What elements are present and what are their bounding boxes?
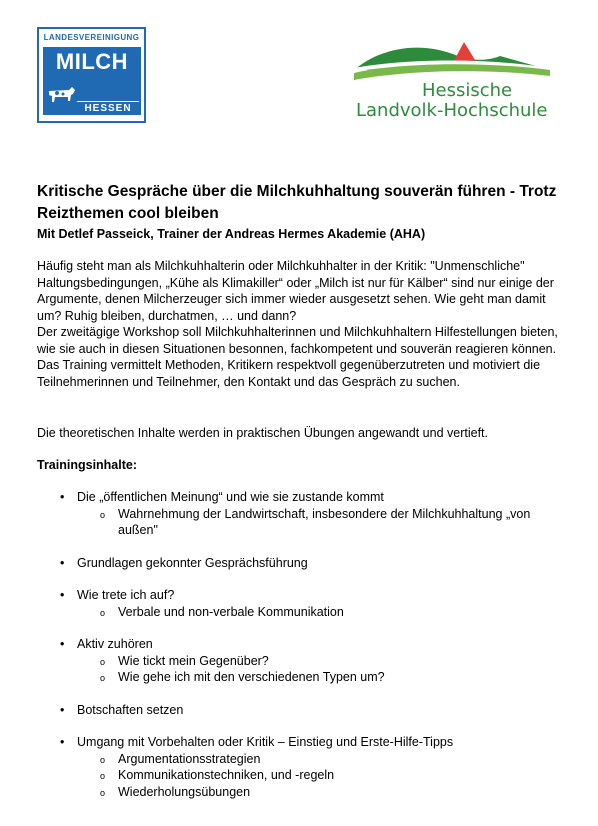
bullet-icon: •	[60, 555, 65, 570]
intro-paragraph	[37, 258, 567, 390]
list-item	[37, 702, 567, 719]
logo-main-text: MILCH	[55, 49, 129, 74]
sub-list-item	[77, 669, 567, 686]
paragraph-3: Das Training vermittelt Methoden, Kritikern respektvoll gegenüberzutreten und motiviert die Teilnehmerinnen und Teilnehmer, den Kontakt und das Gespräch zu suchen.	[37, 358, 541, 389]
circle-bullet-icon: o	[100, 509, 106, 520]
sub-list	[77, 506, 567, 539]
item-text: Wie trete ich auf?	[77, 588, 175, 602]
logo-top-text: LANDESVEREINIGUNG	[43, 33, 140, 42]
circle-bullet-icon: o	[100, 754, 106, 765]
list-item	[37, 489, 567, 539]
bullet-icon: •	[60, 588, 65, 602]
sub-list-item	[77, 767, 567, 784]
milch-hessen-logo	[37, 27, 146, 123]
cow-icon	[47, 85, 77, 107]
logo-line1: Hessische	[422, 80, 513, 101]
list-item	[37, 734, 567, 800]
list-item	[37, 636, 567, 686]
list-item	[37, 555, 567, 572]
sub-list-item	[77, 784, 567, 801]
circle-bullet-icon: o	[100, 787, 106, 798]
subtitle: Mit Detlef Passeick, Trainer der Andreas Hermes Akademie (AHA)	[37, 227, 426, 241]
bullet-icon: •	[60, 702, 65, 717]
sub-list-item	[77, 653, 567, 670]
sub-list	[77, 604, 567, 621]
sub-list-item	[77, 751, 567, 768]
sub-item-text: Verbale und non-verbale Kommunikation	[118, 604, 344, 619]
sub-item-text: Wie gehe ich mit den verschiedenen Typen um?	[118, 670, 385, 684]
sub-item-text: Wiederholungsübungen	[118, 784, 251, 799]
paragraph-1: Häufig steht man als Milchkuhhalterin oder Milchkuhhalter in der Kritik: "Unmenschliche" Haltungsbedingungen, „Kühe als Klimakiller“ oder „Milch ist nur für Kälber“ sind nur einige der Argumente, denen Milcherzeuger sich immer wieder ausgesetzt sehen. Wie geht man damit um? Ruhig bleiben, durchatmen, … und dann?	[37, 259, 554, 323]
page-title: Kritische Gespräche über die Milchkuhhaltung souverän führen - Trotz Reizthemen cool bleiben	[37, 183, 557, 222]
sub-item-text: Argumentationsstrategien	[118, 751, 261, 766]
circle-bullet-icon: o	[100, 673, 106, 683]
item-text: Botschaften setzen	[77, 702, 184, 717]
sub-item-text: Wahrnehmung der Landwirtschaft, insbesondere der Milchkuhhaltung „von außen"	[118, 506, 531, 537]
paragraph-4: Die theoretischen Inhalte werden in praktischen Übungen angewandt und vertieft.	[37, 426, 488, 440]
logo-line2: Landvolk-Hochschule	[356, 100, 548, 121]
item-text: Aktiv zuhören	[77, 637, 153, 651]
logo-blue-field	[43, 47, 141, 115]
training-contents-list	[37, 489, 567, 816]
sub-list-item	[77, 506, 567, 539]
item-text: Umgang mit Vorbehalten oder Kritik – Einstieg und Erste-Hilfe-Tipps	[77, 735, 454, 749]
sub-list	[77, 653, 567, 686]
sub-item-text: Kommunikationstechniken, und -regeln	[118, 768, 335, 782]
list-item	[37, 587, 567, 620]
circle-bullet-icon: o	[100, 656, 106, 667]
hills-icon	[350, 38, 555, 83]
logo-bottom-text: HESSEN	[77, 101, 139, 115]
circle-bullet-icon: o	[100, 607, 106, 618]
landvolk-hochschule-logo	[350, 38, 555, 128]
sub-list-item	[77, 604, 567, 621]
sub-list	[77, 751, 567, 801]
bullet-icon: •	[60, 735, 65, 749]
circle-bullet-icon: o	[100, 771, 106, 781]
bullet-icon: •	[60, 637, 65, 651]
contents-label: Trainingsinhalte:	[37, 458, 138, 472]
item-text: Grundlagen gekonnter Gesprächsführung	[77, 555, 308, 570]
sub-item-text: Wie tickt mein Gegenüber?	[118, 653, 269, 668]
item-text: Die „öffentlichen Meinung“ und wie sie zustande kommt	[77, 490, 384, 504]
paragraph-2: Der zweitägige Workshop soll Milchkuhhalterinnen und Milchkuhhaltern Hilfestellungen bieten, wie sie auch in diesen Situationen besonnen, fachkompetent und souverän reagieren können.	[37, 325, 558, 356]
bullet-icon: •	[60, 490, 65, 504]
